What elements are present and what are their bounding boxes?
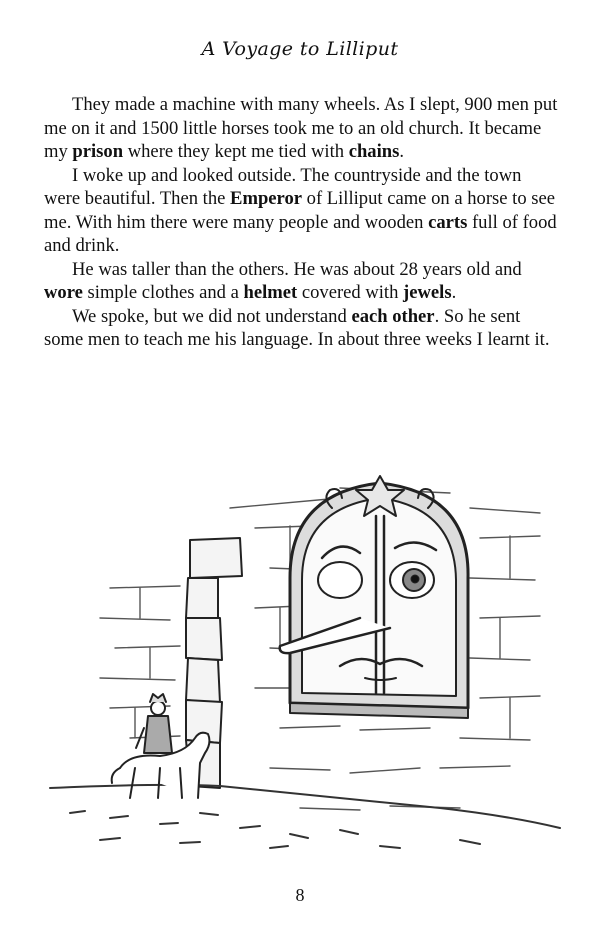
- bold-word-jewels: jewels: [403, 282, 452, 303]
- bold-word-chains: chains: [348, 141, 400, 162]
- paragraph-4: [44, 305, 562, 352]
- body-text: [44, 93, 562, 352]
- ground: [50, 785, 560, 848]
- text-segment: I woke up and looked outside. The countryside and the town were beautiful. Then the: [44, 164, 522, 209]
- page-header: A Voyage to Lilliput: [201, 38, 399, 60]
- text-segment: We spoke, but we did not understand: [72, 305, 352, 327]
- text-segment: where they kept me tied with: [123, 141, 349, 162]
- text-segment: He was taller than the others. He was about 28 years old and: [72, 258, 522, 280]
- bold-word-each-other: each other: [351, 305, 435, 327]
- bold-word-helmet: helmet: [243, 282, 298, 303]
- bold-word-prison: prison: [72, 141, 124, 162]
- paragraph-3: [44, 258, 562, 305]
- text-segment: They made a machine with many wheels. As I slept, 900 men put me on it and 1500 little horses took me to an old church. It became my: [44, 94, 558, 162]
- paragraph-2: [44, 164, 562, 258]
- page-number: 8: [295, 885, 305, 905]
- bold-word-wore: wore: [44, 282, 83, 303]
- paragraph-1: [44, 93, 562, 164]
- text-segment: .: [399, 141, 404, 162]
- text-segment: of Lilliput came on a horse to see me. With him there were many people and wooden: [44, 188, 556, 233]
- window-with-giant-face: [280, 476, 468, 718]
- illustration: [40, 468, 570, 868]
- bold-word-emperor: Emperor: [230, 188, 302, 209]
- text-segment: covered with: [297, 282, 404, 303]
- bold-word-carts: carts: [428, 211, 468, 233]
- text-segment: simple clothes and a: [82, 282, 244, 303]
- text-segment: . So he sent some men to teach me his language. In about three weeks I learnt it.: [44, 305, 550, 350]
- text-segment: full of food and drink.: [44, 211, 557, 256]
- text-segment: .: [451, 282, 457, 303]
